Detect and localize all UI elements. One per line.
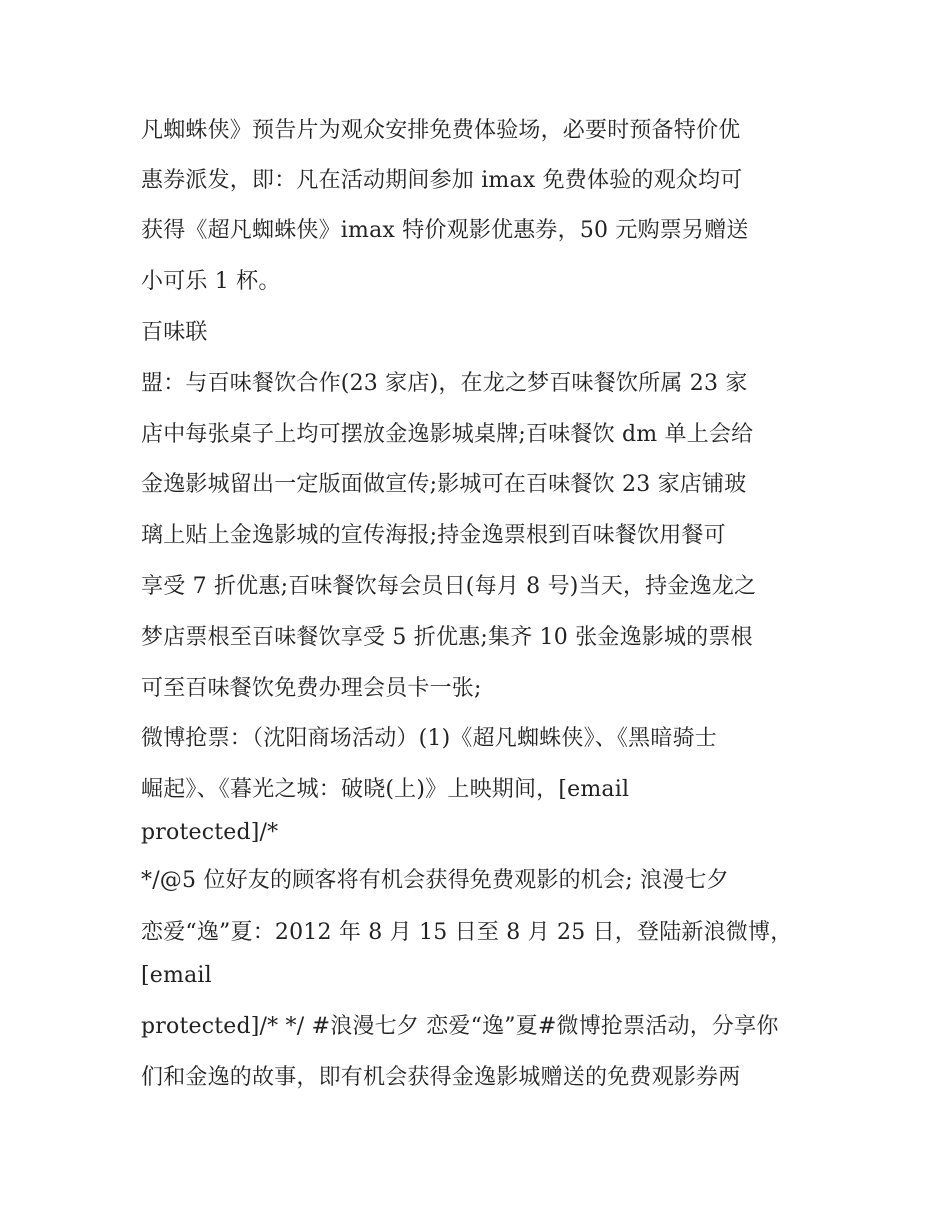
text-line: 享受 7 折优惠;百味餐饮每会员日(每月 8 号)当天，持金逸龙之	[141, 574, 757, 599]
text-line: 获得《超凡蜘蛛侠》imax 特价观影优惠券，50 元购票另赠送	[141, 218, 749, 243]
text-line: 恋爱“逸”夏：2012 年 8 月 15 日至 8 月 25 日，登陆新浪微博，	[141, 920, 793, 945]
text-line: 店中每张桌子上均可摆放金逸影城桌牌;百味餐饮 dm 单上会给	[141, 422, 754, 447]
text-line: 微博抢票：（沈阳商场活动）(1)《超凡蜘蛛侠》、《黑暗骑士	[141, 726, 717, 751]
text-line: 梦店票根至百味餐饮享受 5 折优惠;集齐 10 张金逸影城的票根	[141, 625, 753, 650]
text-line: [email	[141, 963, 212, 988]
text-line: protected]/*	[141, 820, 279, 845]
text-line: 惠券派发，即：凡在活动期间参加 imax 免费体验的观众均可	[141, 168, 743, 193]
text-line: 璃上贴上金逸影城的宣传海报;持金逸票根到百味餐饮用餐可	[141, 523, 726, 548]
text-line: 金逸影城留出一定版面做宣传;影城可在百味餐饮 23 家店铺玻	[141, 472, 747, 497]
text-line: 小可乐 1 杯。	[141, 269, 281, 294]
text-line: 百味联	[141, 320, 208, 345]
text-line: 们和金逸的故事，即有机会获得金逸影城赠送的免费观影券两	[141, 1065, 741, 1090]
text-line: 可至百味餐饮免费办理会员卡一张;	[141, 676, 482, 701]
text-line: 盟：与百味餐饮合作(23 家店)，在龙之梦百味餐饮所属 23 家	[141, 371, 748, 396]
text-line: */@5 位好友的顾客将有机会获得免费观影的机会; 浪漫七夕	[141, 868, 729, 893]
text-line: protected]/* */ #浪漫七夕 恋爱“逸”夏#微博抢票活动，分享你	[141, 1014, 779, 1039]
text-line: 崛起》、《暮光之城：破晓(上)》上映期间，[email	[141, 777, 630, 802]
text-line: 凡蜘蛛侠》预告片为观众安排免费体验场，必要时预备特价优	[141, 118, 741, 143]
